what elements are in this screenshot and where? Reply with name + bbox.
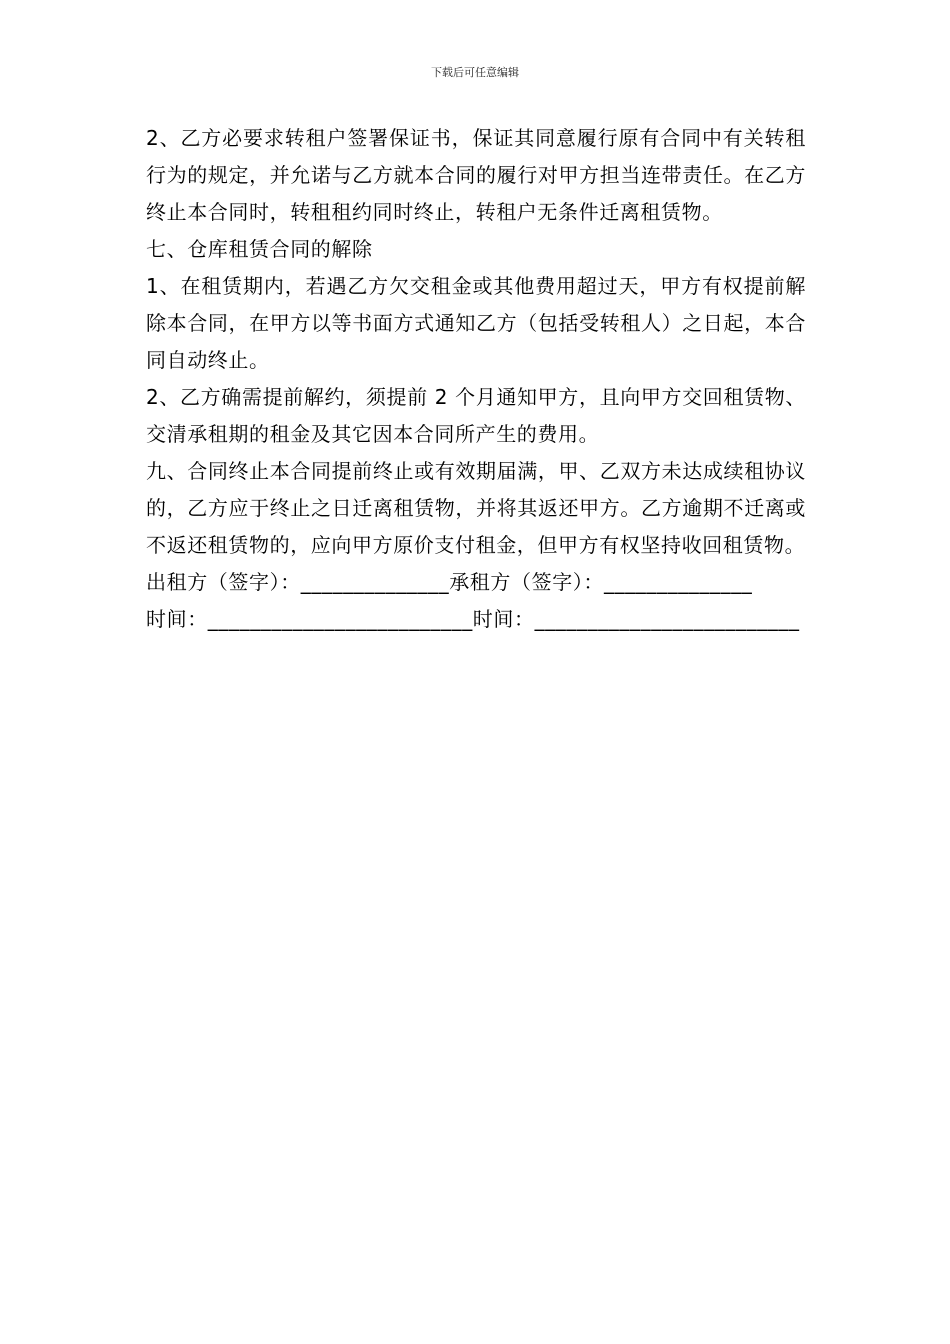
document-body xyxy=(146,120,806,638)
paragraph-early-termination-by-lessor: 1、在租赁期内，若遇乙方欠交租金或其他费用超过天，甲方有权提前解除本合同，在甲方以等书面方式通知乙方（包括受转租人）之日起，本合同自动终止。 xyxy=(146,274,806,372)
page-header: 下载后可任意编辑 xyxy=(431,66,519,79)
section-heading-termination: 七、仓库租赁合同的解除 xyxy=(146,237,373,261)
signature-line: 出租方（签字）：______________承租方（签字）：______________ xyxy=(146,570,753,594)
paragraph-contract-expiry: 九、合同终止本合同提前终止或有效期届满，甲、乙双方未达成续租协议的，乙方应于终止之日迁离租赁物，并将其返还甲方。乙方逾期不迁离或不返还租赁物的，应向甲方原价支付租金，但甲方有权坚持收回租赁物。 xyxy=(146,459,806,557)
paragraph-early-termination-by-lessee: 2、乙方确需提前解约，须提前 2 个月通知甲方，且向甲方交回租赁物、交清承租期的租金及其它因本合同所产生的费用。 xyxy=(146,385,806,446)
paragraph-sublease-guarantee: 2、乙方必要求转租户签署保证书，保证其同意履行原有合同中有关转租行为的规定，并允诺与乙方就本合同的履行对甲方担当连带责任。在乙方终止本合同时，转租租约同时终止，转租户无条件迁离租赁物。 xyxy=(146,126,806,224)
date-line: 时间：_________________________时间：_________________________ xyxy=(146,607,800,631)
